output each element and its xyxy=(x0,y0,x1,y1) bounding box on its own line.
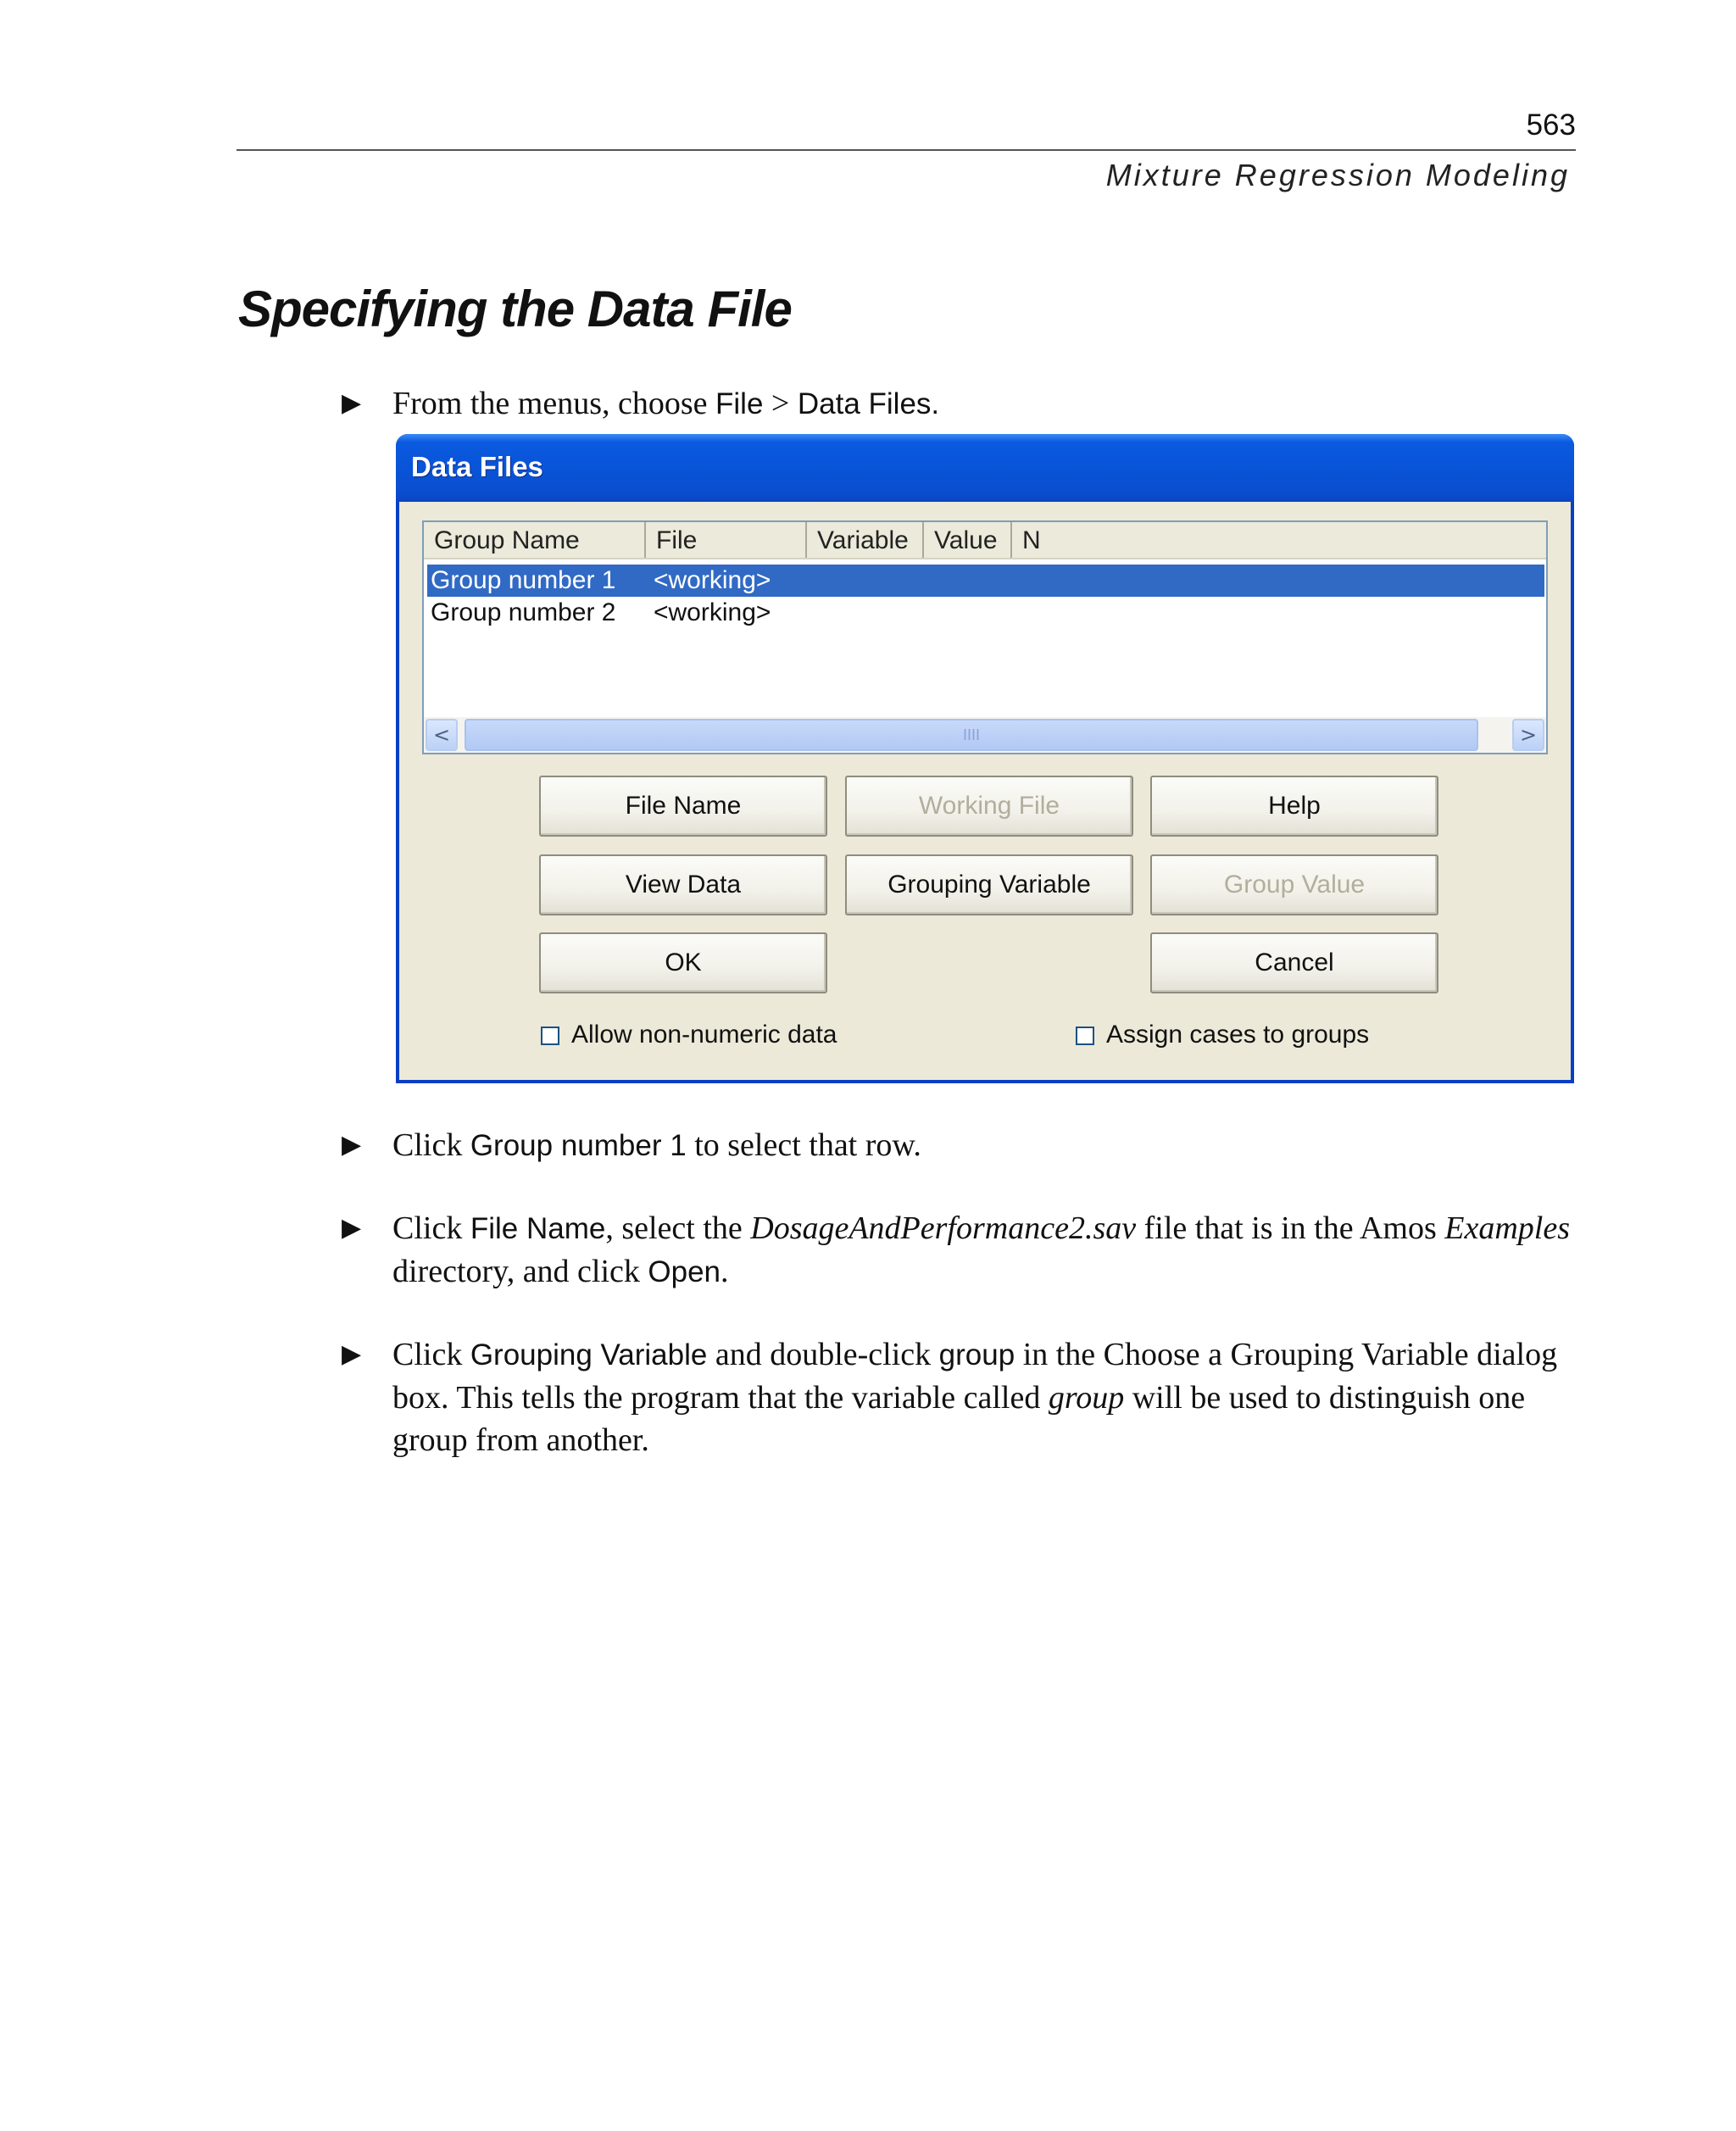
cell-file: <working> xyxy=(654,566,771,594)
dialog-titlebar[interactable] xyxy=(396,434,1574,502)
cell-file: <working> xyxy=(654,598,771,626)
cancel-button[interactable]: Cancel xyxy=(1150,932,1438,993)
step-4 xyxy=(342,1333,1579,1461)
column-header-variable[interactable]: Variable xyxy=(807,522,924,558)
listview-header xyxy=(424,522,1546,559)
dialog-title: Data Files xyxy=(411,451,543,482)
scrollbar-thumb[interactable]: IIII xyxy=(465,719,1478,751)
assign-cases-checkbox[interactable] xyxy=(1076,1021,1369,1049)
ui-term-group-number-1: Group number 1 xyxy=(470,1129,687,1162)
working-file-button[interactable]: Working File xyxy=(845,776,1133,837)
scroll-left-icon[interactable]: < xyxy=(426,719,458,751)
grouping-variable-button[interactable]: Grouping Variable xyxy=(845,854,1133,915)
view-data-button[interactable]: View Data xyxy=(539,854,827,915)
step-text: , select the xyxy=(605,1210,751,1246)
section-heading: Specifying the Data File xyxy=(238,281,792,337)
ui-term-file-name: File Name xyxy=(470,1212,606,1245)
page-number: 563 xyxy=(1526,108,1576,142)
allow-non-numeric-checkbox[interactable] xyxy=(541,1021,837,1049)
checkbox-label: Assign cases to groups xyxy=(1106,1021,1370,1049)
step-text: and double-click xyxy=(707,1337,939,1372)
table-row[interactable] xyxy=(427,597,1544,629)
step-text: > xyxy=(763,386,798,421)
step-text: Click xyxy=(392,1127,470,1163)
step-text: directory, and click xyxy=(392,1254,648,1289)
group-value-button[interactable]: Group Value xyxy=(1150,854,1438,915)
ui-term-data-files: Data Files. xyxy=(797,387,940,420)
horizontal-scrollbar[interactable] xyxy=(424,717,1546,753)
table-row[interactable] xyxy=(427,565,1544,597)
column-header-file[interactable]: File xyxy=(646,522,807,558)
running-head: Mixture Regression Modeling xyxy=(1105,158,1570,192)
ok-button[interactable]: OK xyxy=(539,932,827,993)
step-3 xyxy=(342,1207,1579,1294)
file-name-button[interactable]: File Name xyxy=(539,776,827,837)
ui-term-grouping-variable: Grouping Variable xyxy=(470,1338,708,1372)
cell-group-name: Group number 1 xyxy=(431,566,616,594)
cell-group-name: Group number 2 xyxy=(431,598,616,626)
step-bullet-icon: ▶ xyxy=(342,1213,362,1243)
step-text: will be used to distinguish one group from another. xyxy=(392,1380,1526,1458)
variable-name-text: group xyxy=(1048,1380,1125,1416)
data-files-dialog xyxy=(396,434,1574,1083)
filename-text: DosageAndPerformance2.sav xyxy=(750,1210,1137,1246)
step-text: Click xyxy=(392,1210,470,1246)
checkbox-icon[interactable] xyxy=(1076,1027,1094,1045)
checkbox-icon[interactable] xyxy=(541,1027,559,1045)
column-header-value[interactable]: Value xyxy=(924,522,1012,558)
directory-text: Examples xyxy=(1444,1210,1570,1246)
groups-listview[interactable] xyxy=(422,520,1548,754)
step-bullet-icon: ▶ xyxy=(342,388,362,418)
checkbox-label: Allow non-numeric data xyxy=(571,1021,837,1049)
header-rule xyxy=(236,149,1576,151)
step-1 xyxy=(342,382,1579,426)
step-text: file that is in the Amos xyxy=(1136,1210,1445,1246)
step-bullet-icon: ▶ xyxy=(342,1339,362,1369)
help-button[interactable]: Help xyxy=(1150,776,1438,837)
column-header-group-name[interactable]: Group Name xyxy=(424,522,646,558)
scroll-right-icon[interactable]: > xyxy=(1512,719,1544,751)
column-header-n[interactable]: N xyxy=(1022,526,1041,554)
step-text: in the Choose a Grouping Variable dialog box. This tells the program that the variable called xyxy=(392,1337,1558,1416)
step-text: to select that row. xyxy=(686,1127,921,1163)
step-text: . xyxy=(721,1254,729,1289)
step-text: From the menus, choose xyxy=(392,386,716,421)
step-text: Click xyxy=(392,1337,470,1372)
step-2 xyxy=(342,1124,1579,1167)
ui-term-open: Open xyxy=(648,1255,721,1288)
ui-term-group: group xyxy=(938,1338,1015,1372)
step-bullet-icon: ▶ xyxy=(342,1130,362,1160)
ui-term-file: File xyxy=(715,387,764,420)
